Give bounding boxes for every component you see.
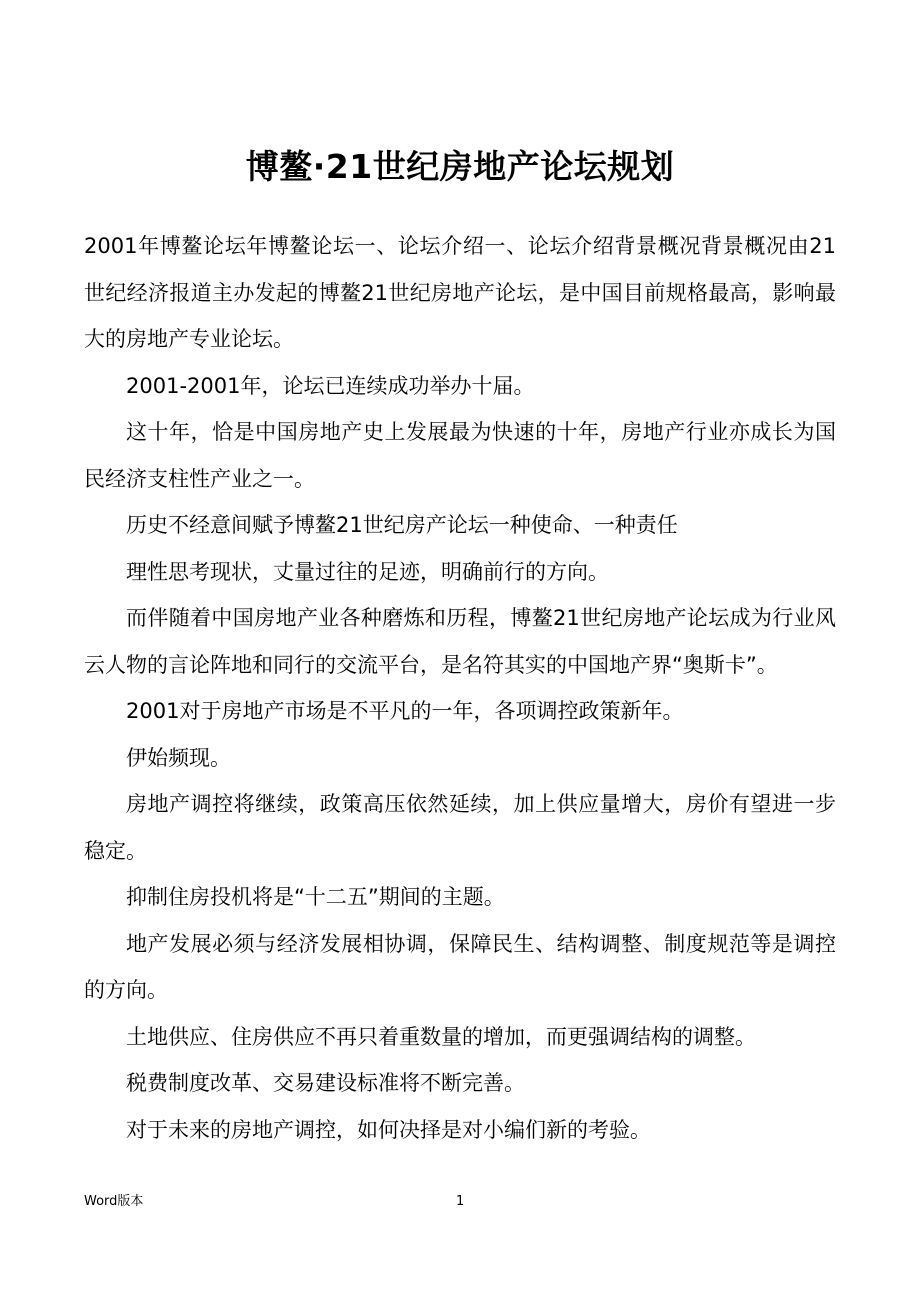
paragraph-market-year: 2001对于房地产市场是不平凡的一年，各项调控政策新年。 [126,699,684,723]
paragraph-mission: 历史不经意间赋予博鳌21世纪房产论坛一种使命、一种责任 [126,513,678,537]
footer-version-label: Word版本 [84,1194,144,1209]
paragraph-coordination: 地产发展必须与经济发展相协调，保障民生、结构调整、制度规范等是调控的方向。 [84,931,836,1002]
paragraph-frequent: 伊始频现。 [126,745,231,770]
document-title: 博鳌·21世纪房地产论坛规划 [245,147,675,186]
paragraph-land-supply: 土地供应、住房供应不再只着重数量的增加，而更强调结构的调整。 [126,1024,756,1049]
paragraph-intro: 2001年博鳌论坛年博鳌论坛一、论坛介绍一、论坛介绍背景概况背景概况由21世纪经济报道主办发起的博鳌21世纪房地产论坛，是中国目前规格最高，影响最大的房地产专业论坛。 [84,234,836,351]
paragraph-decade: 这十年，恰是中国房地产史上发展最为快速的十年，房地产行业亦成长为国民经济支柱性产业之一。 [84,420,836,491]
paragraph-reflection: 理性思考现状，丈量过往的足迹，明确前行的方向。 [126,559,609,584]
paragraph-future: 对于未来的房地产调控，如何决择是对小编们新的考验。 [126,1117,651,1142]
paragraph-industry-platform: 而伴随着中国房地产业各种磨炼和历程，博鳌21世纪房地产论坛成为行业风云人物的言论阵地和同行的交流平台，是名符其实的中国地产界“奥斯卡”。 [84,606,836,677]
page-number: 1 [456,1194,465,1209]
paragraph-tax-reform: 税费制度改革、交易建设标准将不断完善。 [126,1071,525,1095]
paragraph-speculation: 抑制住房投机将是“十二五”期间的主题。 [126,885,505,909]
paragraph-regulation: 房地产调控将继续，政策高压依然延续，加上供应量增大，房价有望进一步稳定。 [84,792,836,863]
document-body [84,223,836,1153]
paragraph-forum-history: 2001-2001年，论坛已连续成功举办十届。 [126,373,535,398]
page-footer [84,1192,836,1212]
